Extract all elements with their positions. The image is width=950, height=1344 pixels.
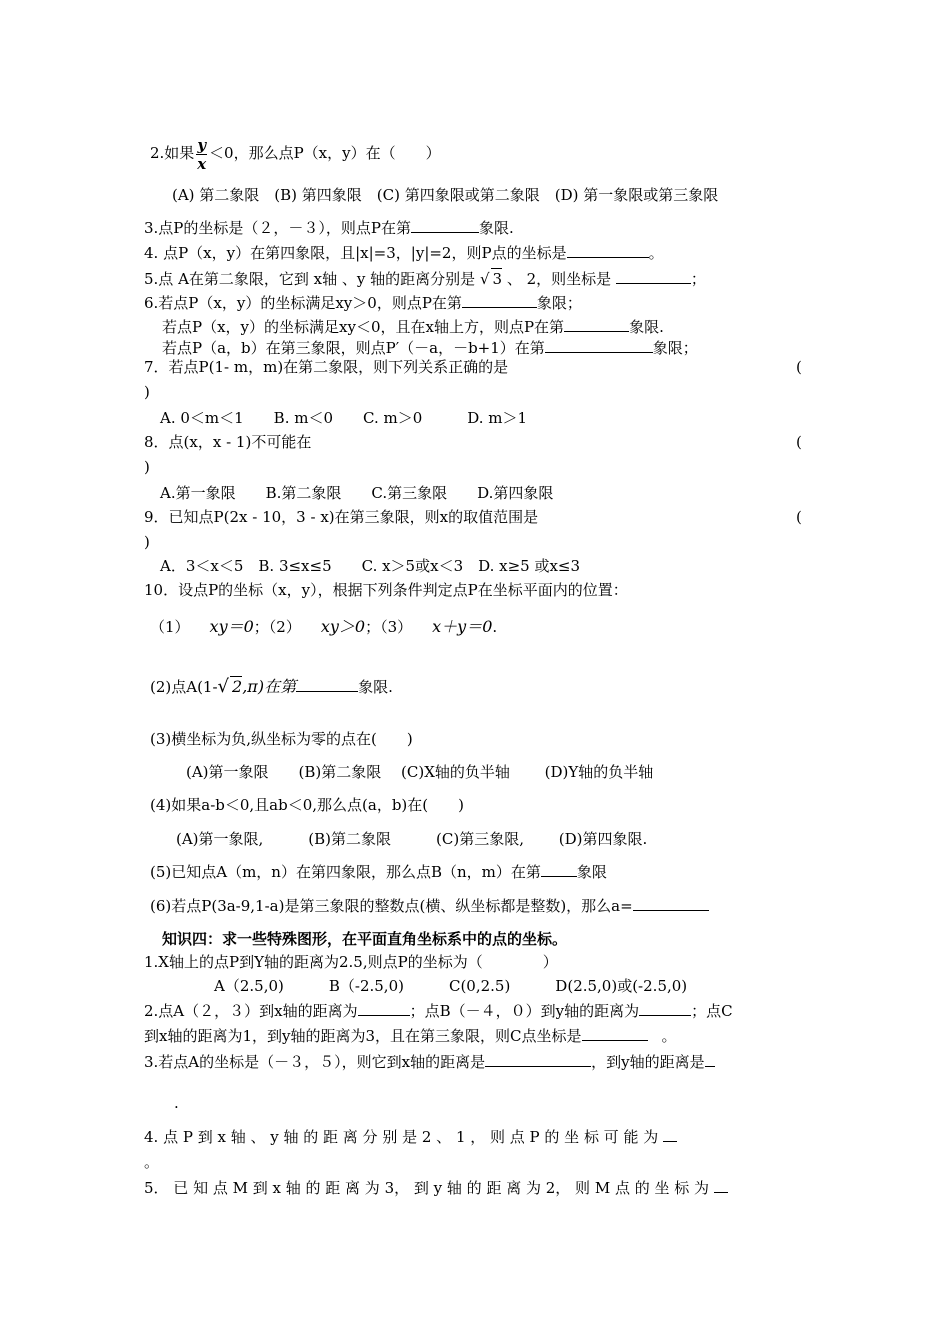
- q4-tail: 。: [648, 244, 664, 262]
- q6-blank-3: [545, 338, 653, 353]
- q5-tail: ；: [690, 270, 706, 288]
- q9-paren-open: (: [796, 508, 802, 526]
- k2-line1c: ；点C: [691, 1002, 733, 1020]
- q5-mid: 、 2，则坐标是: [506, 270, 612, 288]
- k2-line2a: 到x轴的距离为1，到y轴的距离为3，且在第三象限，则C点坐标是: [144, 1027, 582, 1045]
- q3-blank: [411, 218, 479, 233]
- k-question-2-line-1: [144, 1001, 733, 1021]
- question-8: 8．点(x，x - 1)不可能在: [144, 433, 312, 451]
- k4q-continuation: 。: [144, 1153, 160, 1171]
- q8-options: A.第一象限 B.第二象限 C.第三象限 D.第四象限: [160, 484, 554, 502]
- k-question-3: [144, 1052, 715, 1072]
- question-7: 7．若点P(1- m，m)在第二象限，则下列关系正确的是: [144, 358, 509, 376]
- k5-text: 5． 已 知 点 M 到 x 轴 的 距 离 为 3， 到 y 轴 的 距 离 为 2， 则 M 点 的 坐 标 为: [144, 1179, 710, 1197]
- fraction-denominator: x: [197, 154, 207, 173]
- question-3: [144, 218, 514, 238]
- fraction-y-over-x: [196, 136, 207, 173]
- s3-options: (A)第一象限 (B)第二象限 (C)X轴的负半轴 (D)Y轴的负半轴: [186, 763, 654, 781]
- k3-text: 3.若点A的坐标是（－３，５），则它到x轴的距离是: [144, 1053, 486, 1071]
- section-title: 知识四：求一些特殊图形，在平面直角坐标系中的点的坐标。: [162, 930, 568, 948]
- question-4: [144, 243, 664, 263]
- q4-blank: [567, 243, 649, 258]
- k2-line1b: ；点B（－４，０）到y轴的距离为: [409, 1002, 640, 1020]
- s2-prefix: (2)点A(1-: [150, 678, 218, 696]
- q2-suffix: ＜0，那么点P（x，y）在（ ）: [209, 144, 441, 162]
- q10-conditions: [150, 617, 497, 637]
- k3-blank-1: [485, 1052, 591, 1067]
- sub-question-5: [150, 862, 607, 882]
- q4-text: 4. 点P（x，y）在第四象限，且|x|=3，|y|=2，则P点的坐标是: [144, 244, 567, 262]
- question-10: 10．设点P的坐标（x，y），根据下列条件判定点P在坐标平面内的位置：: [144, 581, 628, 599]
- k2-blank-3: [582, 1026, 648, 1041]
- question-5: 5.点 A在第二象限，它到 x轴 、y 轴的距离分别是 √ 3 、 2，则坐标是 ；: [144, 270, 706, 288]
- q10-c2-expr: xy＞0: [320, 617, 366, 636]
- q10-c1-label: （1）: [150, 618, 190, 636]
- q6-line2-tail: 象限.: [629, 318, 664, 336]
- q5-blank: [616, 269, 691, 284]
- s2-mid: ,π)在第: [242, 677, 297, 696]
- k5-blank: [714, 1178, 728, 1193]
- k2-blank-2: [639, 1001, 691, 1016]
- k1-options: A（2.5,0) B（-2.5,0) C(0,2.5) D(2.5,0)或(-2.5,0): [214, 977, 688, 995]
- k2-line1a: 2.点A（２，３）到x轴的距离为: [144, 1002, 358, 1020]
- k2-blank-1: [358, 1001, 410, 1016]
- q6-line2-text: 若点P（x，y）的坐标满足xy＜0，且在x轴上方，则点P在第: [162, 318, 565, 336]
- s5-text: (5)已知点A（m，n）在第四象限，那么点B（n，m）在第: [150, 863, 541, 881]
- q9-paren-close: ): [144, 533, 150, 551]
- q6-blank-1: [462, 293, 537, 308]
- s6-blank: [633, 896, 709, 911]
- sub-question-6: [150, 896, 709, 916]
- k4q-text: 4. 点 P 到 x 轴 、 y 轴 的 距 离 分 别 是 2 、 1 ， 则 点 P 的 坐 标 可 能 为: [144, 1128, 659, 1146]
- fraction-numerator: y: [197, 135, 207, 154]
- k4q-blank: [663, 1127, 677, 1142]
- q8-paren-open: (: [796, 433, 802, 451]
- s5-blank: [541, 862, 577, 877]
- q10-c3-expr: x＋y＝0: [432, 617, 493, 636]
- q5-sqrt: 3: [492, 270, 503, 288]
- s2-tail: 象限.: [358, 678, 393, 696]
- q10-c1-expr: xy＝0: [209, 617, 254, 636]
- q6-line3-tail: 象限；: [652, 339, 698, 357]
- q3-tail: 象限.: [479, 219, 514, 237]
- q7-paren-open: (: [796, 358, 802, 376]
- q9-options: A．3＜x＜5 B. 3≤x≤5 C. x＞5或x＜3 D. x≥5 或x≤3: [160, 557, 581, 575]
- k2-line2b: 。: [661, 1027, 677, 1045]
- q10-c2-label: ；（2）: [253, 618, 301, 636]
- question-2: [150, 133, 441, 173]
- q2-options: (A) 第二象限 (B) 第四象限 (C) 第四象限或第二象限 (D) 第一象限或第三象限: [172, 186, 719, 204]
- question-9: 9．已知点P(2x - 10，3 - x)在第三象限，则x的取值范围是: [144, 508, 539, 526]
- k3-blank-2: [705, 1052, 715, 1067]
- q10-c3-label: ；（3）: [365, 618, 413, 636]
- k-question-4: [144, 1127, 677, 1147]
- q3-text: 3.点P的坐标是（２，－３），则点P在第: [144, 219, 411, 237]
- s2-blank: [296, 677, 358, 692]
- k3-continuation: .: [174, 1094, 179, 1112]
- q7-paren-close: ): [144, 383, 150, 401]
- s5-tail: 象限: [576, 863, 607, 881]
- question-6-line-1: [144, 293, 582, 313]
- k-question-5: [144, 1178, 728, 1198]
- q6-line3-text: 若点P（a，b）在第三象限，则点P′（－a，－b+1）在第: [162, 339, 545, 357]
- k-question-2-line-2: [144, 1026, 677, 1046]
- q2-prefix: 2.如果: [150, 144, 195, 162]
- q6-blank-2: [564, 317, 629, 332]
- sub-question-2: (2)点A(1-√ 2,π)在第 象限.: [150, 676, 393, 697]
- question-6-line-2: [162, 317, 664, 337]
- question-6-line-3: [162, 338, 698, 358]
- q6-line1-text: 6.若点P（x，y）的坐标满足xy＞0，则点P在第: [144, 294, 462, 312]
- q8-paren-close: ): [144, 458, 150, 476]
- s4-options: (A)第一象限, (B)第二象限 (C)第三象限, (D)第四象限.: [176, 830, 648, 848]
- sub-question-3: (3)横坐标为负,纵坐标为零的点在( ): [150, 730, 413, 748]
- sub-question-4: (4)如果a-b＜0,且ab＜0,那么点(a，b)在( ): [150, 796, 464, 814]
- q6-line1-tail: 象限；: [536, 294, 582, 312]
- k-question-1: 1.X轴上的点P到Y轴的距离为2.5,则点P的坐标为（ ）: [144, 953, 558, 971]
- k3-mid: ，到y轴的距离是: [591, 1053, 705, 1071]
- s2-sqrt: 2: [232, 677, 243, 696]
- q10-c3-tail: .: [492, 618, 498, 636]
- q7-options: A. 0＜m＜1 B. m＜0 C. m＞0 D. m＞1: [160, 409, 528, 427]
- s6-text: (6)若点P(3a-9,1-a)是第三象限的整数点(横、纵坐标都是整数)，那么a=: [150, 897, 633, 915]
- q5-text: 5.点 A在第二象限，它到 x轴 、y 轴的距离分别是: [144, 270, 476, 288]
